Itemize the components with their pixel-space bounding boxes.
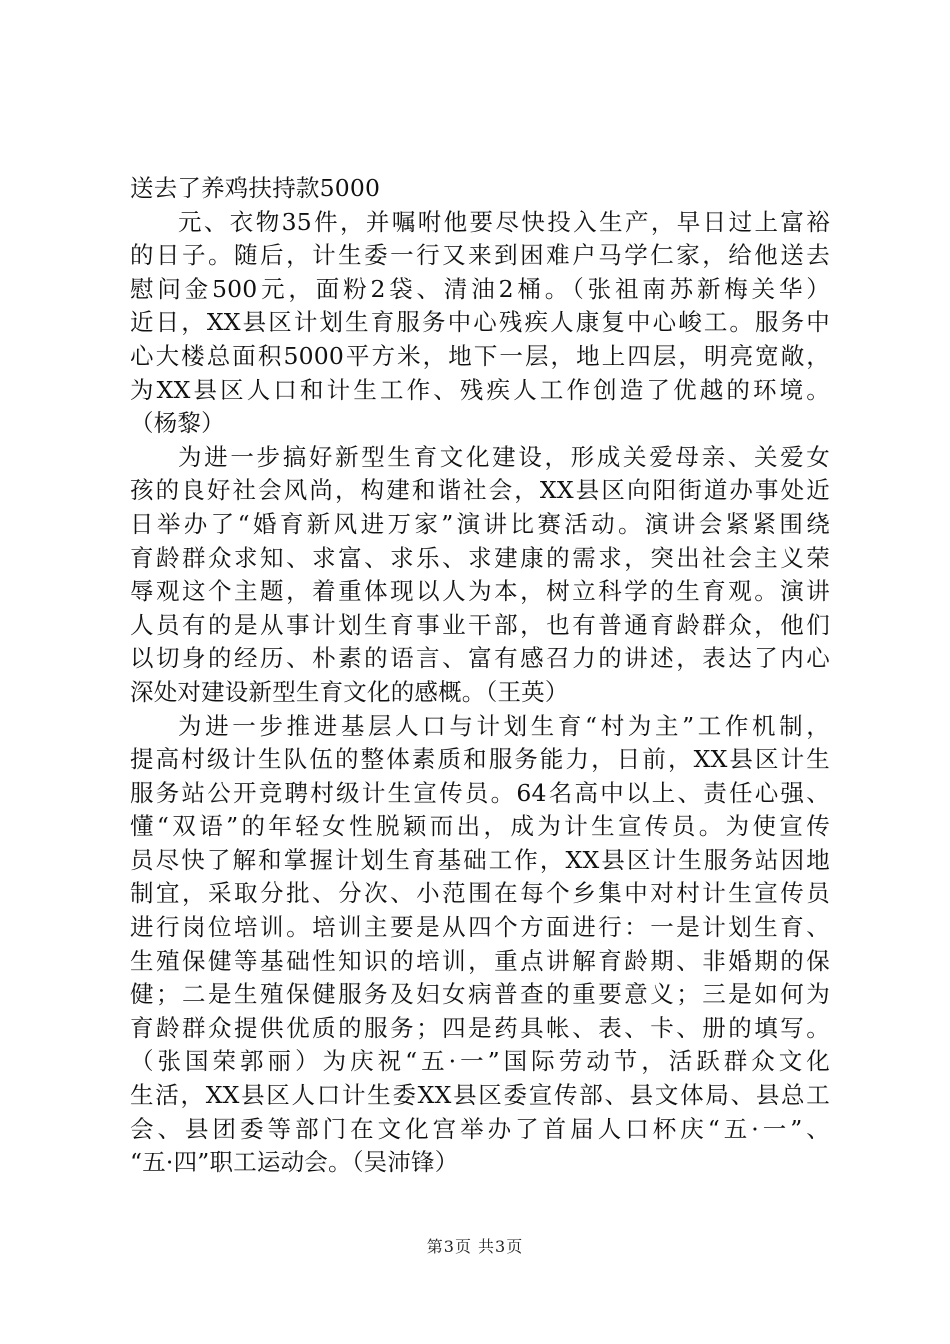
text-line: 人员有的是从事计划生育事业干部，也有普通育龄群众，他们 <box>130 610 830 639</box>
document-body <box>130 172 830 1180</box>
text-line: 送去了养鸡扶持款5000 <box>130 174 381 202</box>
text-line: 生活，XX县区人口计生委XX县区委宣传部、县文体局、县总工 <box>130 1081 830 1110</box>
text-line: 元、衣物35件，并嘱咐他要尽快投入生产，早日过上富裕 <box>178 207 830 236</box>
text-line: 日举办了“婚育新风进万家”演讲比赛活动。演讲会紧紧围绕 <box>130 509 830 538</box>
text-line: （杨黎） <box>130 409 225 438</box>
text-line: 为XX县区人口和计生工作、残疾人工作创造了优越的环境。 <box>130 375 830 404</box>
text-line: 的日子。随后，计生委一行又来到困难户马学仁家，给他送去 <box>130 241 830 270</box>
text-line: 提高村级计生队伍的整体素质和服务能力，日前，XX县区计生 <box>130 745 830 774</box>
text-line: （张国荣郭丽）为庆祝“五·一”国际劳动节，活跃群众文化 <box>130 1047 830 1076</box>
text-line: 会、县团委等部门在文化宫举办了首届人口杯庆“五·一”、 <box>130 1114 830 1143</box>
text-line: 辱观这个主题，着重体现以人为本，树立科学的生育观。演讲 <box>130 577 830 606</box>
text-line: 健；二是生殖保健服务及妇女病普查的重要意义；三是如何为 <box>130 980 830 1009</box>
text-line: 懂“双语”的年轻女性脱颖而出，成为计生宣传员。为使宣传 <box>130 812 830 841</box>
text-line: 服务站公开竞聘村级计生宣传员。64名高中以上、责任心强、 <box>130 778 830 807</box>
text-line: “五·四”职工运动会。（吴沛锋） <box>130 1148 459 1177</box>
text-line: 心大楼总面积5000平方米，地下一层，地上四层，明亮宽敞， <box>130 341 830 370</box>
text-line: 近日，XX县区计划生育服务中心残疾人康复中心峻工。服务中 <box>130 308 830 337</box>
page-footer: 第3页 共3页 <box>426 1237 524 1256</box>
text-line: 慰问金500元，面粉2袋、清油2桶。（张祖南苏新梅关华） <box>130 274 830 303</box>
text-line: 孩的良好社会风尚，构建和谐社会，XX县区向阳街道办事处近 <box>130 476 830 505</box>
text-line: 员尽快了解和掌握计划生育基础工作，XX县区计生服务站因地 <box>130 845 830 874</box>
text-line: 为进一步推进基层人口与计划生育“村为主”工作机制， <box>178 711 830 740</box>
text-line: 深处对建设新型生育文化的感概。（王英） <box>130 677 569 706</box>
text-line: 制宜，采取分批、分次、小范围在每个乡集中对村计生宣传员 <box>130 879 830 908</box>
text-line: 生殖保健等基础性知识的培训，重点讲解育龄期、非婚期的保 <box>130 946 830 975</box>
text-line: 进行岗位培训。培训主要是从四个方面进行：一是计划生育、 <box>130 913 830 942</box>
text-line: 育龄群众求知、求富、求乐、求建康的需求，突出社会主义荣 <box>130 543 830 572</box>
text-line: 为进一步搞好新型生育文化建设，形成关爱母亲、关爱女 <box>178 442 830 471</box>
text-line: 以切身的经历、朴素的语言、富有感召力的讲述，表达了内心 <box>130 644 830 673</box>
text-line: 育龄群众提供优质的服务；四是药具帐、表、卡、册的填写。 <box>130 1013 830 1042</box>
